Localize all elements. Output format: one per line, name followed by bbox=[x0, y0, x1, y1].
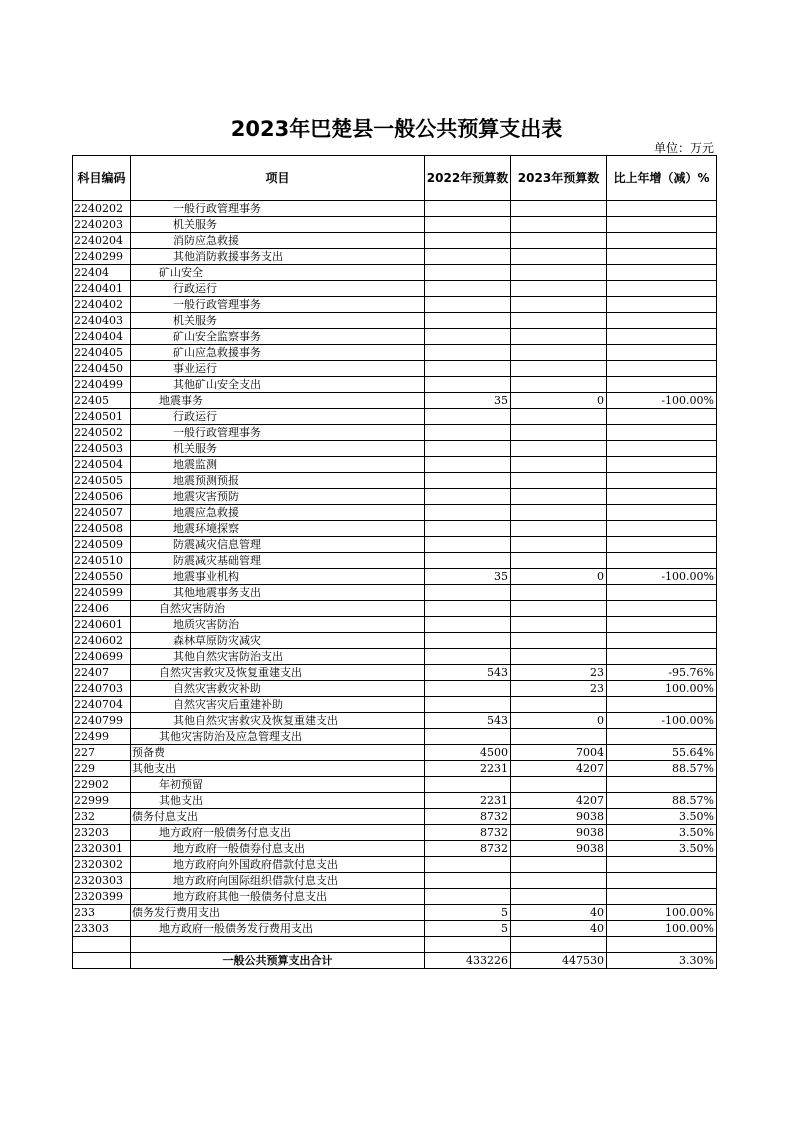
table-row bbox=[73, 377, 717, 393]
code-cell: 233 bbox=[73, 905, 131, 921]
table-row bbox=[73, 329, 717, 345]
table-row bbox=[73, 201, 717, 217]
change-cell bbox=[607, 473, 717, 489]
table-row bbox=[73, 281, 717, 297]
change-cell bbox=[607, 537, 717, 553]
item-cell: 一般行政管理事务 bbox=[131, 201, 425, 217]
item-cell: 其他消防救援事务支出 bbox=[131, 249, 425, 265]
budget-2023-cell bbox=[511, 873, 607, 889]
change-cell bbox=[607, 457, 717, 473]
budget-2023-cell bbox=[511, 697, 607, 713]
total-row bbox=[73, 953, 717, 969]
table-row bbox=[73, 633, 717, 649]
change-cell bbox=[607, 489, 717, 505]
code-cell: 22405 bbox=[73, 393, 131, 409]
budget-2022-cell bbox=[425, 345, 511, 361]
budget-2022-cell: 4500 bbox=[425, 745, 511, 761]
item-cell: 其他自然灾害防治支出 bbox=[131, 649, 425, 665]
table-row bbox=[73, 681, 717, 697]
change-cell: -100.00% bbox=[607, 713, 717, 729]
budget-2022-cell bbox=[425, 697, 511, 713]
change-cell bbox=[607, 857, 717, 873]
budget-2022-cell bbox=[425, 201, 511, 217]
code-cell: 2240799 bbox=[73, 713, 131, 729]
budget-2023-cell bbox=[511, 633, 607, 649]
code-cell: 2240550 bbox=[73, 569, 131, 585]
change-cell bbox=[607, 249, 717, 265]
budget-2023-cell: 7004 bbox=[511, 745, 607, 761]
table-row bbox=[73, 905, 717, 921]
code-cell: 2240602 bbox=[73, 633, 131, 649]
table-row bbox=[73, 473, 717, 489]
item-cell: 其他自然灾害救灾及恢复重建支出 bbox=[131, 713, 425, 729]
item-cell: 地方政府向国际组织借款付息支出 bbox=[131, 873, 425, 889]
change-cell bbox=[607, 889, 717, 905]
total-label: 一般公共预算支出合计 bbox=[131, 953, 425, 969]
table-row bbox=[73, 745, 717, 761]
budget-2023-cell bbox=[511, 377, 607, 393]
budget-2023-cell bbox=[511, 649, 607, 665]
item-cell: 其他地震事务支出 bbox=[131, 585, 425, 601]
budget-2022-cell bbox=[425, 457, 511, 473]
item-cell: 自然灾害救灾及恢复重建支出 bbox=[131, 665, 425, 681]
budget-2022-cell bbox=[425, 889, 511, 905]
code-cell: 22404 bbox=[73, 265, 131, 281]
budget-2022-cell bbox=[425, 521, 511, 537]
change-cell bbox=[607, 633, 717, 649]
code-cell: 2240405 bbox=[73, 345, 131, 361]
code-cell: 232 bbox=[73, 809, 131, 825]
change-cell bbox=[607, 441, 717, 457]
table-row bbox=[73, 361, 717, 377]
budget-2023-cell bbox=[511, 425, 607, 441]
budget-2022-cell: 8732 bbox=[425, 841, 511, 857]
budget-2023-cell: 0 bbox=[511, 569, 607, 585]
budget-2022-cell bbox=[425, 473, 511, 489]
change-cell bbox=[607, 777, 717, 793]
budget-2022-cell: 35 bbox=[425, 569, 511, 585]
code-cell: 2240404 bbox=[73, 329, 131, 345]
code-cell: 2240502 bbox=[73, 425, 131, 441]
table-row bbox=[73, 697, 717, 713]
code-cell: 2240510 bbox=[73, 553, 131, 569]
table-row bbox=[73, 729, 717, 745]
change-cell bbox=[607, 345, 717, 361]
change-cell bbox=[607, 505, 717, 521]
item-cell: 地震灾害预防 bbox=[131, 489, 425, 505]
change-cell bbox=[607, 553, 717, 569]
budget-2022-cell: 5 bbox=[425, 905, 511, 921]
change-cell bbox=[607, 873, 717, 889]
item-cell: 预备费 bbox=[131, 745, 425, 761]
change-cell bbox=[607, 281, 717, 297]
change-cell: 3.50% bbox=[607, 841, 717, 857]
change-cell bbox=[607, 697, 717, 713]
code-cell: 2240704 bbox=[73, 697, 131, 713]
table-row bbox=[73, 585, 717, 601]
item-cell: 地震应急救援 bbox=[131, 505, 425, 521]
budget-2023-cell: 40 bbox=[511, 921, 607, 937]
item-cell: 地方政府其他一般债务付息支出 bbox=[131, 889, 425, 905]
budget-2023-cell bbox=[511, 329, 607, 345]
code-cell: 2240203 bbox=[73, 217, 131, 233]
budget-2022-cell bbox=[425, 441, 511, 457]
table-row bbox=[73, 601, 717, 617]
code-cell: 2240699 bbox=[73, 649, 131, 665]
budget-2023-cell bbox=[511, 729, 607, 745]
code-cell: 2320302 bbox=[73, 857, 131, 873]
budget-2022-cell bbox=[425, 297, 511, 313]
budget-2022-cell: 543 bbox=[425, 713, 511, 729]
table-row bbox=[73, 441, 717, 457]
budget-2023-cell bbox=[511, 617, 607, 633]
budget-2022-cell bbox=[425, 265, 511, 281]
change-cell bbox=[607, 201, 717, 217]
item-cell: 矿山安全监察事务 bbox=[131, 329, 425, 345]
item-cell: 机关服务 bbox=[131, 441, 425, 457]
code-cell: 22406 bbox=[73, 601, 131, 617]
code-cell: 23203 bbox=[73, 825, 131, 841]
table-body bbox=[73, 201, 717, 937]
budget-2022-cell: 2231 bbox=[425, 793, 511, 809]
budget-2022-cell bbox=[425, 489, 511, 505]
item-cell: 债务发行费用支出 bbox=[131, 905, 425, 921]
table-row bbox=[73, 857, 717, 873]
code-cell: 22407 bbox=[73, 665, 131, 681]
budget-2023-cell bbox=[511, 201, 607, 217]
code-cell: 2240501 bbox=[73, 409, 131, 425]
table-row bbox=[73, 393, 717, 409]
table-row bbox=[73, 761, 717, 777]
code-cell: 23303 bbox=[73, 921, 131, 937]
item-cell: 地方政府一般债务付息支出 bbox=[131, 825, 425, 841]
change-cell bbox=[607, 729, 717, 745]
code-cell: 2240503 bbox=[73, 441, 131, 457]
budget-2023-cell bbox=[511, 601, 607, 617]
item-cell: 地震监测 bbox=[131, 457, 425, 473]
code-cell: 229 bbox=[73, 761, 131, 777]
item-cell: 地方政府向外国政府借款付息支出 bbox=[131, 857, 425, 873]
table-row bbox=[73, 793, 717, 809]
budget-2022-cell: 2231 bbox=[425, 761, 511, 777]
table-row bbox=[73, 537, 717, 553]
table-row bbox=[73, 921, 717, 937]
change-cell: 3.50% bbox=[607, 809, 717, 825]
table-row bbox=[73, 873, 717, 889]
budget-2022-cell bbox=[425, 281, 511, 297]
header-code: 科目编码 bbox=[73, 156, 131, 201]
budget-2022-cell: 8732 bbox=[425, 825, 511, 841]
unit-label: 单位：万元 bbox=[653, 141, 714, 155]
budget-2023-cell bbox=[511, 585, 607, 601]
budget-2023-cell bbox=[511, 489, 607, 505]
budget-2022-cell bbox=[425, 537, 511, 553]
change-cell bbox=[607, 649, 717, 665]
budget-2023-cell bbox=[511, 473, 607, 489]
item-cell: 其他支出 bbox=[131, 793, 425, 809]
budget-table bbox=[72, 155, 717, 969]
header-item: 项目 bbox=[131, 156, 425, 201]
item-cell: 一般行政管理事务 bbox=[131, 297, 425, 313]
table-row bbox=[73, 297, 717, 313]
budget-2023-cell: 0 bbox=[511, 713, 607, 729]
code-cell: 2240202 bbox=[73, 201, 131, 217]
budget-2023-cell bbox=[511, 249, 607, 265]
item-cell: 债务付息支出 bbox=[131, 809, 425, 825]
code-cell: 2240509 bbox=[73, 537, 131, 553]
budget-2023-cell: 9038 bbox=[511, 825, 607, 841]
table-row bbox=[73, 617, 717, 633]
change-cell bbox=[607, 217, 717, 233]
item-cell: 地震预测预报 bbox=[131, 473, 425, 489]
budget-2022-cell bbox=[425, 873, 511, 889]
table-row bbox=[73, 457, 717, 473]
item-cell: 消防应急救援 bbox=[131, 233, 425, 249]
budget-2022-cell bbox=[425, 729, 511, 745]
item-cell: 其他支出 bbox=[131, 761, 425, 777]
change-cell: -95.76% bbox=[607, 665, 717, 681]
change-cell: -100.00% bbox=[607, 393, 717, 409]
change-cell: 100.00% bbox=[607, 921, 717, 937]
code-cell: 22999 bbox=[73, 793, 131, 809]
budget-2023-cell: 4207 bbox=[511, 761, 607, 777]
item-cell: 地方政府一般债务发行费用支出 bbox=[131, 921, 425, 937]
code-cell: 2240599 bbox=[73, 585, 131, 601]
budget-2023-cell: 23 bbox=[511, 681, 607, 697]
header-budget-2023: 2023年预算数 bbox=[511, 156, 607, 201]
budget-2022-cell bbox=[425, 649, 511, 665]
budget-2023-cell bbox=[511, 505, 607, 521]
item-cell: 行政运行 bbox=[131, 281, 425, 297]
item-cell: 地震事务 bbox=[131, 393, 425, 409]
change-cell bbox=[607, 617, 717, 633]
budget-2022-cell bbox=[425, 601, 511, 617]
budget-2023-cell bbox=[511, 313, 607, 329]
item-cell: 地震环境探察 bbox=[131, 521, 425, 537]
code-cell: 2320399 bbox=[73, 889, 131, 905]
code-cell: 2240504 bbox=[73, 457, 131, 473]
code-cell: 2240403 bbox=[73, 313, 131, 329]
code-cell: 2240401 bbox=[73, 281, 131, 297]
table-row bbox=[73, 217, 717, 233]
change-cell: 100.00% bbox=[607, 905, 717, 921]
item-cell: 自然灾害灾后重建补助 bbox=[131, 697, 425, 713]
item-cell: 机关服务 bbox=[131, 313, 425, 329]
budget-2023-cell: 9038 bbox=[511, 809, 607, 825]
table-row bbox=[73, 569, 717, 585]
code-cell: 2240204 bbox=[73, 233, 131, 249]
budget-2023-cell bbox=[511, 361, 607, 377]
table-row bbox=[73, 345, 717, 361]
budget-2022-cell bbox=[425, 233, 511, 249]
code-cell: 227 bbox=[73, 745, 131, 761]
budget-2023-cell bbox=[511, 297, 607, 313]
table-footer bbox=[73, 937, 717, 969]
table-row bbox=[73, 521, 717, 537]
code-cell: 2320301 bbox=[73, 841, 131, 857]
code-cell: 2240499 bbox=[73, 377, 131, 393]
change-cell: 100.00% bbox=[607, 681, 717, 697]
budget-2023-cell bbox=[511, 537, 607, 553]
change-cell: 88.57% bbox=[607, 793, 717, 809]
item-cell: 事业运行 bbox=[131, 361, 425, 377]
budget-2022-cell bbox=[425, 633, 511, 649]
budget-2022-cell bbox=[425, 617, 511, 633]
code-cell: 2240299 bbox=[73, 249, 131, 265]
budget-2023-cell bbox=[511, 553, 607, 569]
total-budget-2023: 447530 bbox=[511, 953, 607, 969]
budget-2022-cell bbox=[425, 313, 511, 329]
code-cell: 22499 bbox=[73, 729, 131, 745]
item-cell: 地震事业机构 bbox=[131, 569, 425, 585]
table-row bbox=[73, 505, 717, 521]
item-cell: 地方政府一般债券付息支出 bbox=[131, 841, 425, 857]
change-cell bbox=[607, 585, 717, 601]
budget-2023-cell bbox=[511, 265, 607, 281]
item-cell: 行政运行 bbox=[131, 409, 425, 425]
item-cell: 森林草原防灾减灾 bbox=[131, 633, 425, 649]
item-cell: 矿山应急救援事务 bbox=[131, 345, 425, 361]
table-row bbox=[73, 233, 717, 249]
budget-2022-cell: 8732 bbox=[425, 809, 511, 825]
budget-2023-cell: 4207 bbox=[511, 793, 607, 809]
budget-2022-cell bbox=[425, 377, 511, 393]
budget-2022-cell bbox=[425, 409, 511, 425]
total-change: 3.30% bbox=[607, 953, 717, 969]
table-row bbox=[73, 409, 717, 425]
table-row bbox=[73, 809, 717, 825]
change-cell bbox=[607, 521, 717, 537]
code-cell: 2240703 bbox=[73, 681, 131, 697]
budget-2023-cell bbox=[511, 217, 607, 233]
item-cell: 防震减灾信息管理 bbox=[131, 537, 425, 553]
change-cell bbox=[607, 313, 717, 329]
item-cell: 防震减灾基础管理 bbox=[131, 553, 425, 569]
item-cell: 地质灾害防治 bbox=[131, 617, 425, 633]
change-cell bbox=[607, 233, 717, 249]
total-code-cell bbox=[73, 953, 131, 969]
item-cell: 矿山安全 bbox=[131, 265, 425, 281]
code-cell: 2240450 bbox=[73, 361, 131, 377]
budget-2023-cell: 9038 bbox=[511, 841, 607, 857]
code-cell: 22902 bbox=[73, 777, 131, 793]
table-row bbox=[73, 265, 717, 281]
budget-2022-cell: 5 bbox=[425, 921, 511, 937]
budget-2022-cell: 543 bbox=[425, 665, 511, 681]
change-cell bbox=[607, 265, 717, 281]
item-cell: 其他灾害防治及应急管理支出 bbox=[131, 729, 425, 745]
page-title: 2023年巴楚县一般公共预算支出表 bbox=[230, 117, 563, 141]
budget-2022-cell bbox=[425, 361, 511, 377]
item-cell: 其他矿山安全支出 bbox=[131, 377, 425, 393]
budget-2023-cell bbox=[511, 857, 607, 873]
change-cell: -100.00% bbox=[607, 569, 717, 585]
code-cell: 2240601 bbox=[73, 617, 131, 633]
change-cell bbox=[607, 329, 717, 345]
budget-2023-cell: 0 bbox=[511, 393, 607, 409]
budget-2023-cell bbox=[511, 889, 607, 905]
table-row bbox=[73, 649, 717, 665]
change-cell bbox=[607, 601, 717, 617]
budget-2023-cell bbox=[511, 409, 607, 425]
budget-2022-cell bbox=[425, 217, 511, 233]
budget-2023-cell bbox=[511, 777, 607, 793]
budget-2022-cell bbox=[425, 681, 511, 697]
code-cell: 2240507 bbox=[73, 505, 131, 521]
table-row bbox=[73, 313, 717, 329]
budget-2023-cell bbox=[511, 345, 607, 361]
change-cell: 88.57% bbox=[607, 761, 717, 777]
table-row bbox=[73, 249, 717, 265]
item-cell: 一般行政管理事务 bbox=[131, 425, 425, 441]
table-row bbox=[73, 777, 717, 793]
change-cell: 3.50% bbox=[607, 825, 717, 841]
table-row bbox=[73, 841, 717, 857]
budget-2022-cell bbox=[425, 553, 511, 569]
code-cell: 2240508 bbox=[73, 521, 131, 537]
code-cell: 2240505 bbox=[73, 473, 131, 489]
header-budget-2022: 2022年预算数 bbox=[425, 156, 511, 201]
code-cell: 2240506 bbox=[73, 489, 131, 505]
budget-2023-cell bbox=[511, 281, 607, 297]
blank-row bbox=[73, 937, 717, 953]
budget-2022-cell bbox=[425, 329, 511, 345]
budget-2022-cell bbox=[425, 505, 511, 521]
budget-2022-cell bbox=[425, 425, 511, 441]
budget-2022-cell bbox=[425, 857, 511, 873]
change-cell bbox=[607, 377, 717, 393]
table-row bbox=[73, 553, 717, 569]
header-change: 比上年增（减）% bbox=[607, 156, 717, 201]
budget-2022-cell bbox=[425, 777, 511, 793]
total-budget-2022: 433226 bbox=[425, 953, 511, 969]
budget-2023-cell bbox=[511, 441, 607, 457]
table-row bbox=[73, 713, 717, 729]
code-cell: 2320303 bbox=[73, 873, 131, 889]
budget-2023-cell bbox=[511, 457, 607, 473]
table-header-row bbox=[73, 156, 717, 201]
change-cell bbox=[607, 297, 717, 313]
budget-2022-cell: 35 bbox=[425, 393, 511, 409]
table-row bbox=[73, 425, 717, 441]
item-cell: 自然灾害防治 bbox=[131, 601, 425, 617]
table-row bbox=[73, 889, 717, 905]
change-cell bbox=[607, 409, 717, 425]
table-row bbox=[73, 489, 717, 505]
budget-2022-cell bbox=[425, 585, 511, 601]
item-cell: 年初预留 bbox=[131, 777, 425, 793]
budget-2023-cell bbox=[511, 233, 607, 249]
item-cell: 机关服务 bbox=[131, 217, 425, 233]
table-row bbox=[73, 825, 717, 841]
change-cell: 55.64% bbox=[607, 745, 717, 761]
budget-2023-cell: 40 bbox=[511, 905, 607, 921]
budget-2022-cell bbox=[425, 249, 511, 265]
table-row bbox=[73, 665, 717, 681]
budget-2023-cell: 23 bbox=[511, 665, 607, 681]
item-cell: 自然灾害救灾补助 bbox=[131, 681, 425, 697]
change-cell bbox=[607, 361, 717, 377]
code-cell: 2240402 bbox=[73, 297, 131, 313]
budget-2023-cell bbox=[511, 521, 607, 537]
change-cell bbox=[607, 425, 717, 441]
